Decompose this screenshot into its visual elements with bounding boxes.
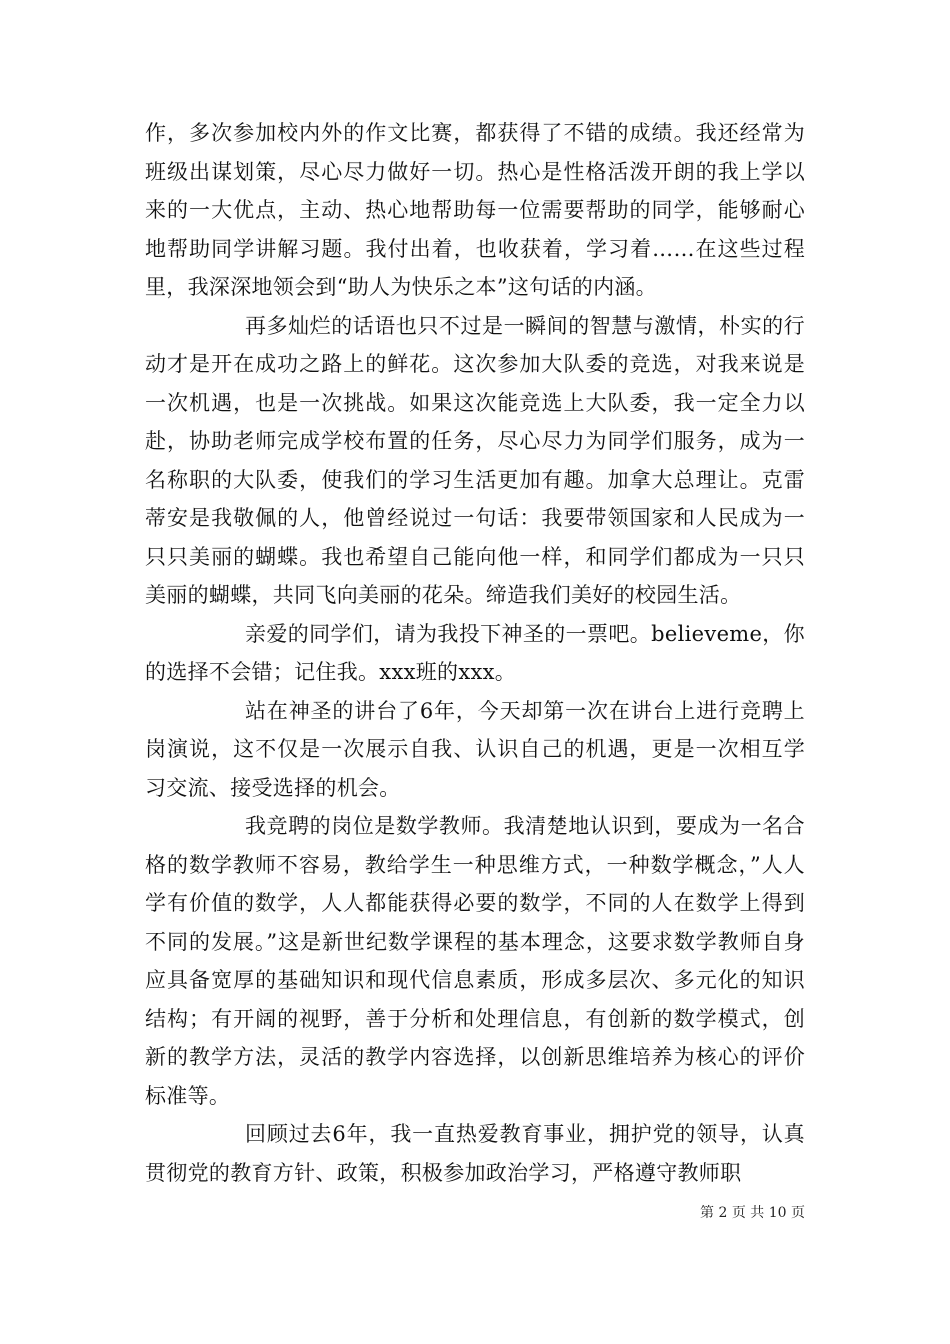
- paragraph-teaching-podium: 站在神圣的讲台了6年，今天却第一次在讲台上进行竞聘上岗演说，这不仅是一次展示自我、认识自己的机遇，更是一次相互学习交流、接受选择的机会。: [145, 698, 805, 800]
- page-number: 第 2 页 共 10 页: [700, 1205, 805, 1221]
- paragraph-vote-appeal: 亲爱的同学们，请为我投下神圣的一票吧。believeme，你的选择不会错；记住我。xxx班的xxx。: [145, 621, 805, 684]
- document-body: [145, 114, 805, 1192]
- paragraph-continued: 作，多次参加校内外的作文比赛，都获得了不错的成绩。我还经常为班级出谋划策，尽心尽力做好一切。热心是性格活泼开朗的我上学以来的一大优点，主动、热心地帮助每一位需要帮助的同学，能够耐心地帮助同学讲解习题。我付出着，也收获着，学习着……在这些过程里，我深深地领会到“助人为快乐之本”这句话的内涵。: [145, 121, 805, 299]
- paragraph-review: 回顾过去6年，我一直热爱教育事业，拥护党的领导，认真贯彻党的教育方针、政策，积极参加政治学习，严格遵守教师职: [145, 1122, 805, 1185]
- paragraph-campaign: 再多灿烂的话语也只不过是一瞬间的智慧与激情，朴实的行动才是开在成功之路上的鲜花。这次参加大队委的竞选，对我来说是一次机遇，也是一次挑战。如果这次能竞选上大队委，我一定全力以赴，协助老师完成学校布置的任务，尽心尽力为同学们服务，成为一名称职的大队委，使我们的学习生活更加有趣。加拿大总理让。克雷蒂安是我敬佩的人，他曾经说过一句话：我要带领国家和人民成为一只只美丽的蝴蝶。我也希望自己能向他一样，和同学们都成为一只只美丽的蝴蝶，共同飞向美丽的花朵。缔造我们美好的校园生活。: [145, 313, 805, 607]
- paragraph-math-teacher: 我竞聘的岗位是数学教师。我清楚地认识到，要成为一名合格的数学教师不容易，教给学生一种思维方式，一种数学概念，”人人学有价值的数学，人人都能获得必要的数学，不同的人在数学上得到不同的发展。”这是新世纪数学课程的基本理念，这要求数学教师自身应具备宽厚的基础知识和现代信息素质，形成多层次、多元化的知识结构；有开阔的视野，善于分析和处理信息，有创新的数学模式，创新的教学方法，灵活的教学内容选择，以创新思维培养为核心的评价标准等。: [145, 814, 805, 1108]
